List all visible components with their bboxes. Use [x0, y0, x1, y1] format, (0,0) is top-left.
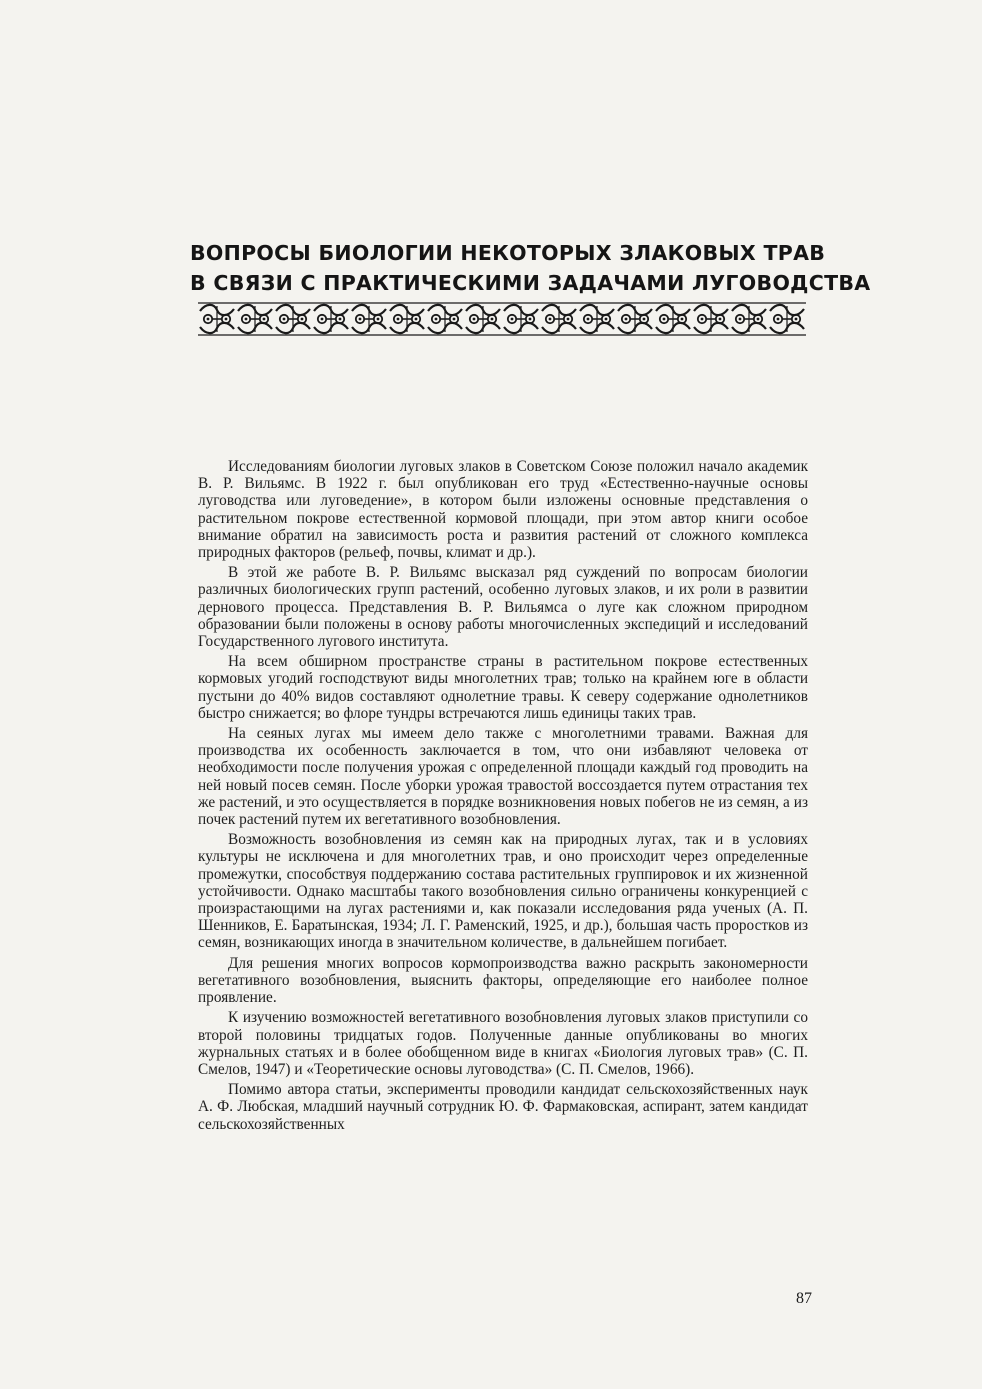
- paragraph-8: Помимо автора статьи, эксперименты проводили кандидат сельскохозяйственных наук А. Ф. Любская, младший научный сотрудник Ю. Ф. Фармаковская, аспирант, затем кандидат сельскохозяйственных: [198, 1081, 808, 1133]
- paragraph-5: Возможность возобновления из семян как на природных лугах, так и в условиях культуры не исключена и для многолетних трав, и оно происходит через определенные промежутки, способствуя поддержанию состава растительных группировок и их жизненной устойчивости. Однако масштабы такого возобновления сильно ограничены конкуренцией с произрастающими на лугах растениями и, как показали исследования ряда ученых (А. П. Шенников, Е. Баратынская, 1934; Л. Г. Раменский, 1925, и др.), большая часть проростков из семян, возникающих иногда в значительном количестве, в дальнейшем погибает.: [198, 831, 808, 952]
- article-title-line-2: В СВЯЗИ С ПРАКТИЧЕСКИМИ ЗАДАЧАМИ ЛУГОВОДСТВА: [190, 271, 871, 295]
- paragraph-3: На всем обширном пространстве страны в растительном покрове естественных кормовых угодий господствуют виды многолетних трав; только на крайнем юге в области пустыни до 40% видов составляют однолетние травы. К северу содержание однолетников быстро снижается; во флоре тундры встречаются лишь единицы таких трав.: [198, 653, 808, 722]
- page-number: 87: [796, 1290, 812, 1307]
- paragraph-7: К изучению возможностей вегетативного возобновления луговых злаков приступили со второй половины тридцатых годов. Полученные данные опубликованы во многих журнальных статьях и в более обобщенном виде в книгах «Биология луговых трав» (С. П. Смелов, 1947) и «Теоретические основы луговодства» (С. П. Смелов, 1966).: [198, 1009, 808, 1078]
- article-title: [190, 238, 871, 298]
- paragraph-1: Исследованиям биологии луговых злаков в Советском Союзе положил начало академик В. Р. Вильямс. В 1922 г. был опубликован его труд «Естественно-научные основы луговодства или луговедение», в котором были изложены основные представления о растительном покрове естественной кормовой площади, при этом автор книги особое внимание обратил на зависимость роста и развития растений от сложного комплекса природных факторов (рельеф, почвы, климат и др.).: [198, 458, 808, 562]
- paragraph-2: В этой же работе В. Р. Вильямс высказал ряд суждений по вопросам биологии различных биологических групп растений, особенно луговых злаков, и их роли в развитии дернового процесса. Представления В. Р. Вильямса о луге как сложном природном образовании были положены в основу работы многочисленных экспедиций и исследований Государственного лугового института.: [198, 564, 808, 651]
- paragraph-6: Для решения многих вопросов кормопроизводства важно раскрыть закономерности вегетативного возобновления, выяснить факторы, определяющие его наиболее полное проявление.: [198, 954, 808, 1007]
- article-title-line-1: ВОПРОСЫ БИОЛОГИИ НЕКОТОРЫХ ЗЛАКОВЫХ ТРАВ: [190, 241, 826, 265]
- paragraph-4: На сеяных лугах мы имеем дело также с многолетними травами. Важная для производства их особенность заключается в том, что они избавляют человека от необходимости после получения урожая с определенной площади каждый год проводить на ней новый посев семян. После уборки урожая травостой воссоздается путем отрастания тех же растений, и это осуществляется в порядке возникновения новых побегов не из семян, а из почек растений путем их вегетативного возобновления.: [198, 725, 808, 829]
- article-body: [198, 458, 808, 1136]
- decorative-ornament-band: [198, 302, 806, 336]
